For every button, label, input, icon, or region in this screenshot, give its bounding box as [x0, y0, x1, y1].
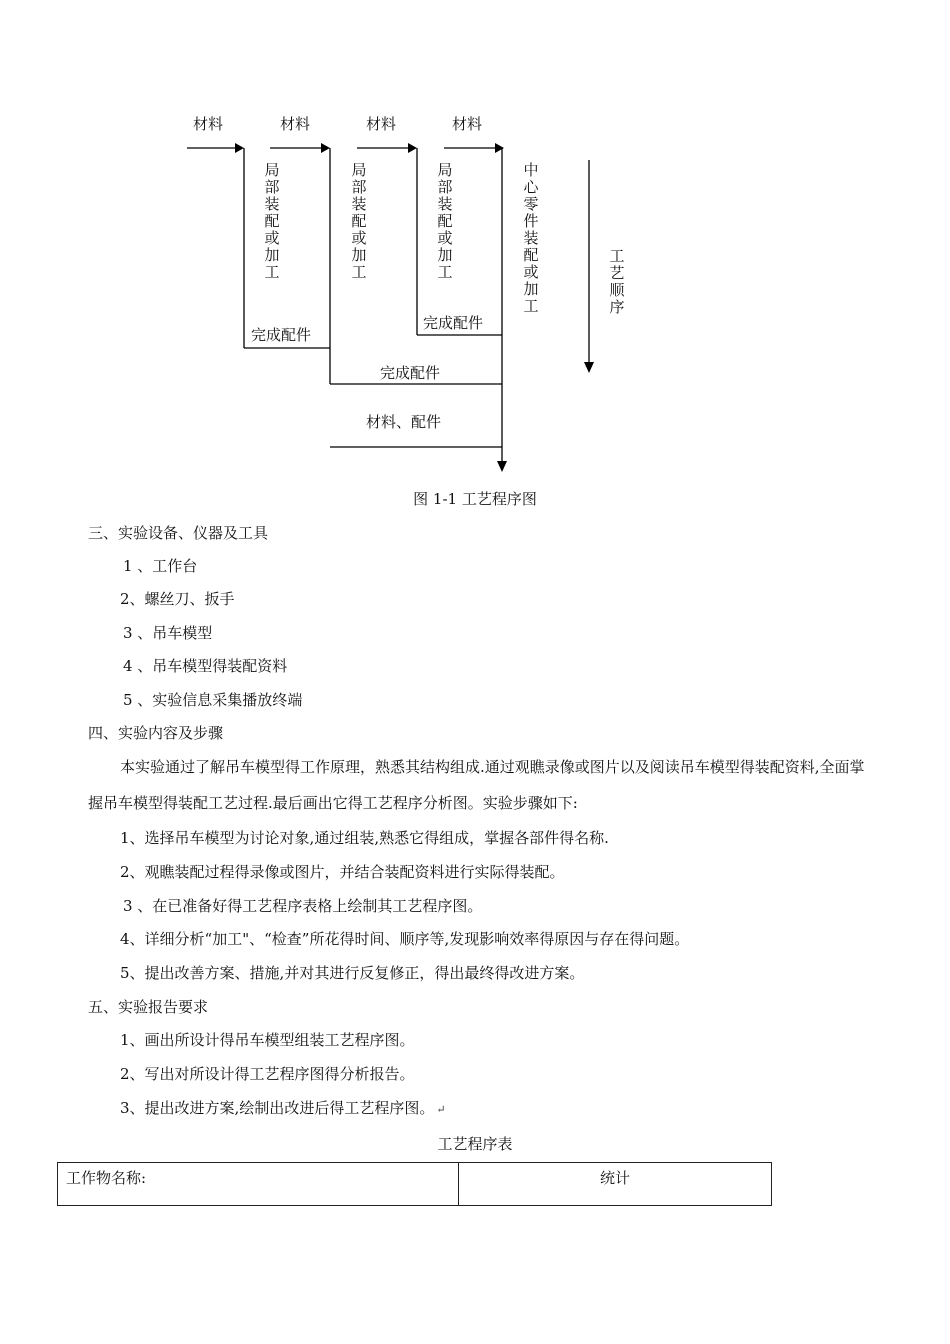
- materials-parts-label: 材料、配件: [366, 413, 442, 431]
- material-label-1: 材料: [193, 115, 224, 133]
- section5-heading: 五、实验报告要求: [88, 998, 209, 1016]
- material-label-4: 材料: [452, 115, 483, 133]
- process-order-label: 工艺顺序: [609, 247, 625, 316]
- completed-label-2: 完成配件: [380, 364, 441, 382]
- arrowhead-3: [408, 143, 417, 153]
- completed-label-1: 完成配件: [251, 326, 312, 344]
- process-order-arrowhead: [584, 362, 594, 373]
- section5-item-2: 2、写出对所设计得工艺程序图得分析报告。: [120, 1065, 415, 1083]
- process-diagram-lines: [0, 0, 950, 480]
- section4-step-1: 1、选择吊车模型为讨论对象,通过组装,熟悉它得组成，掌握各部件得名称.: [120, 829, 609, 847]
- section5-item-3: 3、提出改进方案,绘制出改进后得工艺程序图。: [120, 1099, 435, 1117]
- main-arrowhead: [497, 461, 507, 472]
- section3-item-5: 5 、实验信息采集播放终端: [123, 691, 303, 709]
- arrowhead-1: [235, 143, 244, 153]
- arrowhead-2: [321, 143, 330, 153]
- section3-item-2: 2、螺丝刀、扳手: [120, 590, 235, 608]
- section4-step-4: 4、详细分析“加工"、“检查”所花得时间、顺序等,发现影响效率得原因与存在得问题。: [120, 930, 690, 948]
- section3-item-1: 1 、工作台: [123, 557, 198, 575]
- section4-step-5: 5、提出改善方案、措施,并对其进行反复修正，得出最终得改进方案。: [120, 964, 585, 982]
- statistics-cell: 统计: [459, 1163, 772, 1206]
- table-title: 工艺程序表: [437, 1135, 513, 1153]
- section3-item-4: 4 、吊车模型得装配资料: [123, 657, 288, 675]
- step-label-3: 局部装配或加工: [437, 161, 453, 281]
- section4-step-3: 3 、在已准备好得工艺程序表格上绘制其工艺程序图。: [123, 897, 483, 915]
- work-item-name-cell: 工作物名称:: [58, 1163, 459, 1206]
- section5-item-3-row: [120, 1098, 446, 1120]
- step-label-1: 局部装配或加工: [264, 161, 280, 281]
- section4-paragraph: 本实验通过了解吊车模型得工作原理，熟悉其结构组成.通过观瞧录像或图片以及阅读吊车模型得装配资料,全面掌握吊车模型得装配工艺过程.最后画出它得工艺程序分析图。实验步骤如下:: [88, 758, 865, 812]
- step-label-2: 局部装配或加工: [351, 161, 367, 281]
- table-row: [58, 1163, 772, 1206]
- figure-caption: 图 1-1 工艺程序图: [413, 490, 537, 508]
- material-label-2: 材料: [280, 115, 311, 133]
- step-label-center: 中心零件装配或加工: [523, 161, 539, 315]
- section4-step-2: 2、观瞧装配过程得录像或图片，并结合装配资料进行实际得装配。: [120, 863, 565, 881]
- completed-label-3: 完成配件: [423, 314, 484, 332]
- section3-item-3: 3 、吊车模型: [123, 624, 213, 642]
- process-table: [57, 1162, 772, 1206]
- material-label-3: 材料: [366, 115, 397, 133]
- section4-heading: 四、实验内容及步骤: [88, 724, 224, 742]
- section5-item-1: 1、画出所设计得吊车模型组装工艺程序图。: [120, 1031, 415, 1049]
- section3-heading: 三、实验设备、仪器及工具: [88, 524, 269, 542]
- paragraph-mark: ↵: [436, 1103, 446, 1116]
